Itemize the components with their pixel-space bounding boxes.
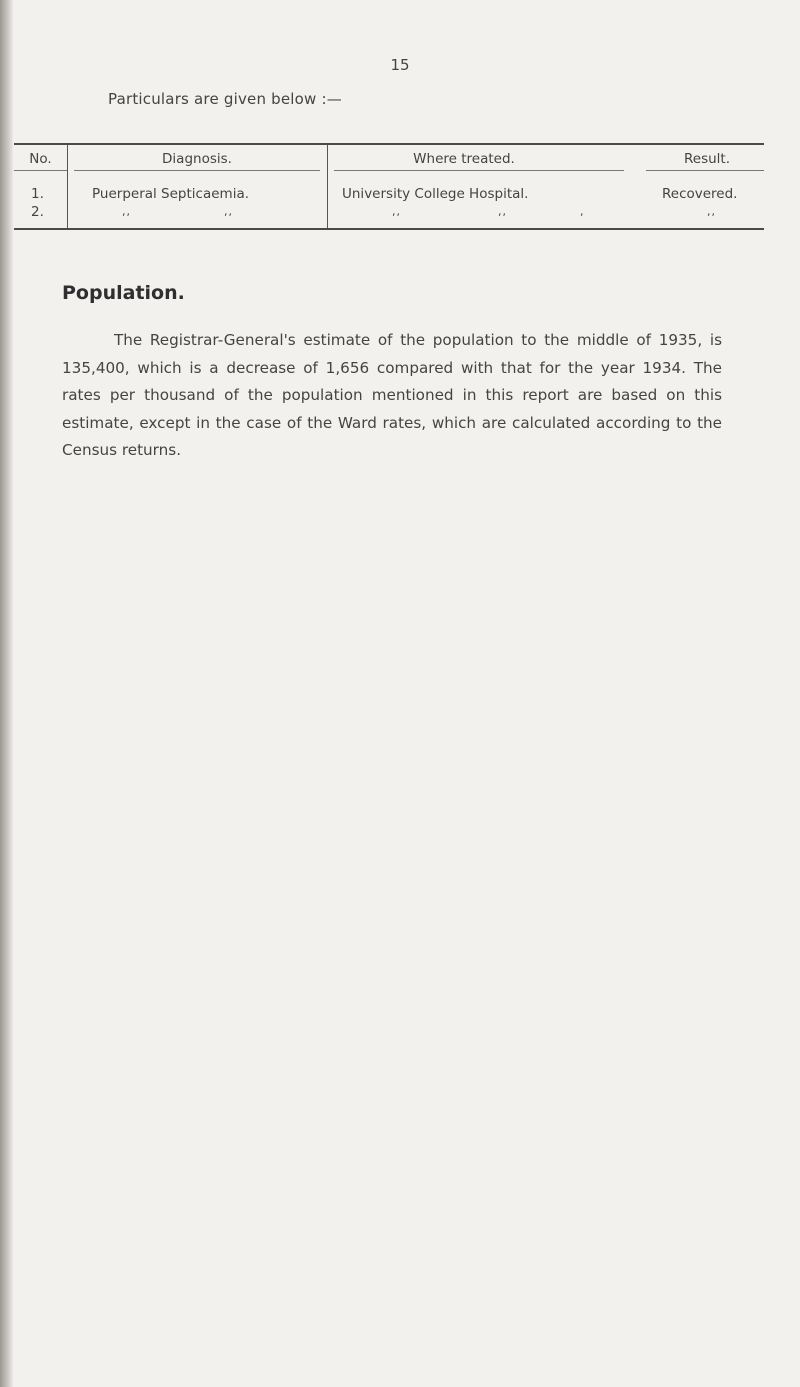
row-2-no: 2.: [31, 204, 44, 220]
table-top-rule: [14, 143, 764, 145]
page-edge-shadow: [0, 0, 14, 1387]
header-no: No.: [29, 151, 52, 167]
row-1-diagnosis: Puerperal Septicaemia.: [92, 186, 250, 202]
header-diagnosis: Diagnosis.: [162, 151, 232, 167]
row-2-result-ditto: ,,: [707, 205, 716, 218]
row-2-diagnosis-ditto: ,,: [122, 205, 131, 218]
row-1-no: 1.: [31, 186, 44, 202]
column-divider: [327, 145, 328, 228]
row-2-where-ditto: ,: [580, 205, 585, 218]
header-underline: [14, 170, 67, 171]
intro-text: Particulars are given below :—: [108, 90, 342, 108]
table-bottom-rule: [14, 228, 764, 230]
row-1-where-treated: University College Hospital.: [342, 186, 529, 202]
page-number: 15: [390, 56, 410, 74]
row-2-where-ditto: ,,: [392, 205, 401, 218]
header-underline: [334, 170, 624, 171]
column-divider: [67, 145, 68, 228]
row-2-where-ditto: ,,: [498, 205, 507, 218]
header-underline: [646, 170, 764, 171]
population-paragraph: The Registrar-General's estimate of the population to the middle of 1935, is 135,400, which is a decrease of 1,656 compared with that for the year 1934. The rates per thousand of the population mentioned in this report are based on this estimate, except in the case of the Ward rates, which are calculated according to the Census returns.: [62, 331, 722, 459]
header-where-treated: Where treated.: [413, 151, 515, 167]
header-result: Result.: [683, 151, 730, 167]
section-heading: Population.: [62, 282, 185, 304]
row-2-diagnosis-ditto: ,,: [224, 205, 233, 218]
row-1-result: Recovered.: [662, 186, 738, 202]
header-underline: [74, 170, 320, 171]
